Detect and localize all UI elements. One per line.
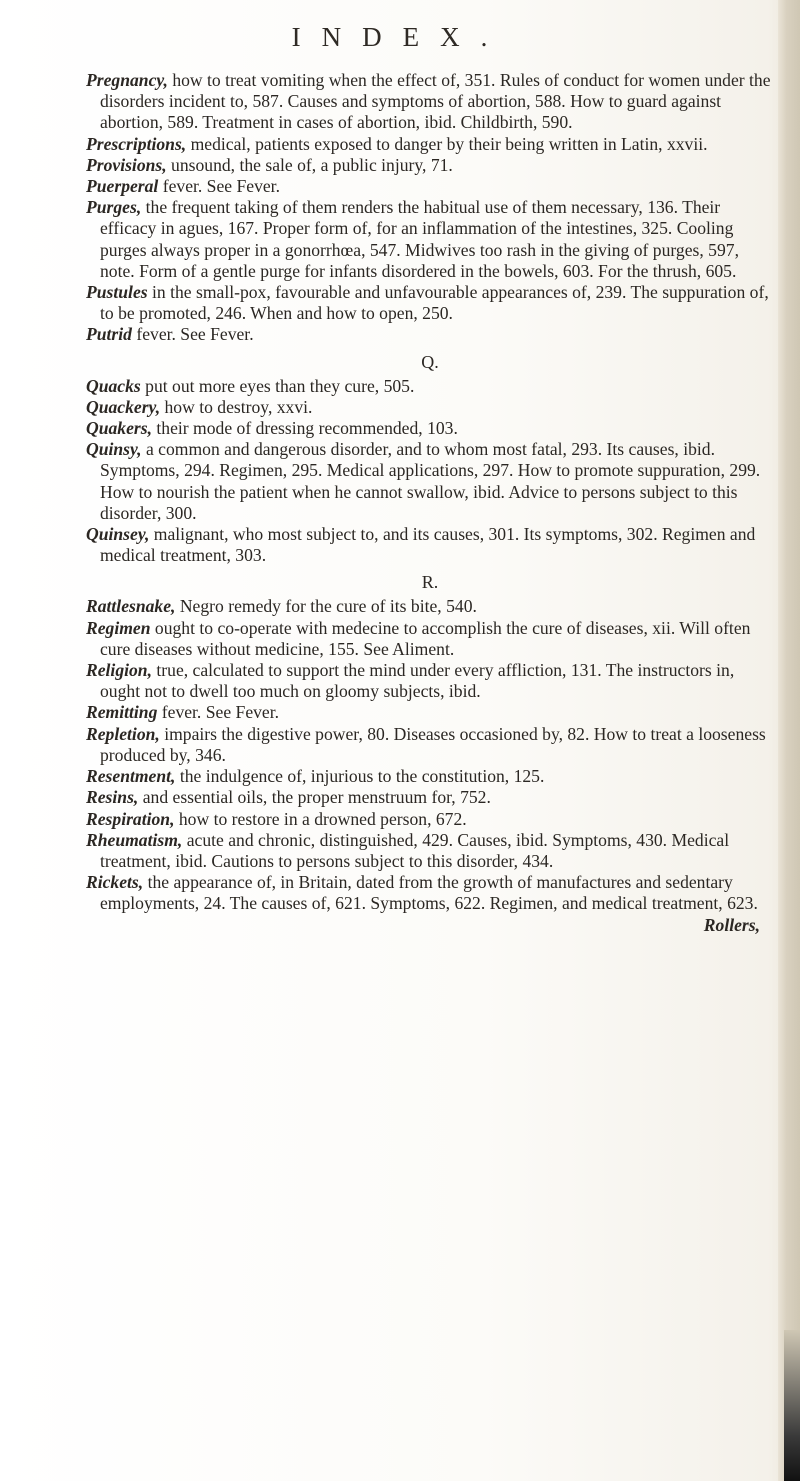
entry-text: put out more eyes than they cure, 505. — [140, 375, 415, 396]
entry-headword: Quackery, — [86, 396, 161, 417]
index-entry — [86, 787, 774, 808]
index-entry — [86, 524, 774, 566]
entry-text: impairs the digestive power, 80. Diseases occasioned by, 82. How to treat a looseness produced by, 346. — [100, 723, 766, 765]
entry-text: medical, patients exposed to danger by their being written in Latin, xxvii. — [186, 133, 708, 154]
entry-text: how to treat vomiting when the effect of, 351. Rules of conduct for women under the disorders incident to, 587. Causes and symptoms of abortion, 588. How to guard against abortion, 589. Treatment in cases of abortion, ibid. Childbirth, 590. — [100, 70, 771, 133]
index-entry — [86, 176, 774, 197]
entry-text: a common and dangerous disorder, and to whom most fatal, 293. Its causes, ibid. Symptoms, 294. Regimen, 295. Medical applications, 297. How to promote suppuration, 299. How to nourish the patient when he cannot swallow, ibid. Advice to persons subject to this disorder, 300. — [100, 439, 761, 523]
entry-text: unsound, the sale of, a public injury, 71. — [166, 154, 453, 175]
entry-headword: Rickets, — [86, 872, 144, 893]
entry-headword: Purges, — [86, 197, 142, 218]
entry-text: fever. See Fever. — [157, 702, 280, 723]
index-entry — [86, 830, 774, 872]
entry-text: ought to co-operate with medecine to accomplish the cure of diseases, xii. Will often cure diseases without medicine, 155. See Aliment. — [100, 617, 751, 659]
entry-text: fever. See Fever. — [158, 176, 280, 197]
entry-headword: Provisions, — [86, 154, 167, 175]
entry-headword: Puerperal — [86, 176, 159, 197]
book-edge-shadow — [784, 1330, 800, 1481]
book-gutter — [778, 0, 800, 1481]
entry-headword: Religion, — [86, 660, 152, 681]
catchword: Rollers, — [703, 914, 760, 935]
entry-headword: Quinsy, — [86, 439, 142, 460]
entry-text: the appearance of, in Britain, dated from the growth of manufactures and sedentary employments, 24. The causes of, 621. Symptoms, 622. Regimen, and medical treatment, 623. — [100, 872, 758, 914]
index-entry — [86, 724, 774, 766]
page-header: INDEX. — [291, 22, 509, 52]
entry-headword: Quakers, — [86, 418, 152, 439]
index-group-r — [86, 570, 774, 914]
index-entry — [86, 439, 774, 524]
entry-headword: Pustules — [86, 282, 148, 303]
index-entry — [86, 702, 774, 723]
entry-headword: Rattlesnake, — [86, 596, 176, 617]
index-body — [86, 70, 774, 936]
entry-headword: Quacks — [86, 375, 141, 396]
entry-text: their mode of dressing recommended, 103. — [152, 418, 458, 439]
section-letter: Q. — [421, 351, 439, 372]
entry-headword: Putrid — [86, 324, 132, 345]
index-entry — [86, 418, 774, 439]
entry-text: acute and chronic, distinguished, 429. Causes, ibid. Symptoms, 430. Medical treatment, ibid. Cautions to persons subject to this disorder, 434. — [100, 829, 730, 871]
entry-headword: Rheumatism, — [86, 829, 183, 850]
entry-headword: Remitting — [86, 702, 158, 723]
entry-headword: Resentment, — [86, 766, 176, 787]
entry-headword: Repletion, — [86, 723, 160, 744]
index-entry — [86, 155, 774, 176]
index-entry — [86, 766, 774, 787]
index-entry — [86, 872, 774, 914]
entry-text: how to restore in a drowned person, 672. — [174, 808, 467, 829]
entry-headword: Quinsey, — [86, 524, 150, 545]
index-entry — [86, 660, 774, 702]
index-group-p — [86, 70, 774, 346]
index-group-q — [86, 350, 774, 567]
section-letter: R. — [421, 572, 439, 593]
index-entry — [86, 376, 774, 397]
entry-headword: Pregnancy, — [86, 70, 168, 90]
index-entry — [86, 197, 774, 282]
entry-text: how to destroy, xxvi. — [160, 396, 313, 417]
entry-headword: Prescriptions, — [86, 133, 187, 154]
entry-text: malignant, who most subject to, and its causes, 301. Its symptoms, 302. Regimen and medical treatment, 303. — [100, 524, 756, 566]
index-entry — [86, 397, 774, 418]
entry-headword: Regimen — [86, 617, 151, 638]
entry-headword: Respiration, — [86, 808, 175, 829]
entry-text: the indulgence of, injurious to the constitution, 125. — [175, 766, 545, 787]
index-entry — [86, 618, 774, 660]
index-entry — [86, 282, 774, 324]
entry-text: in the small-pox, favourable and unfavourable appearances of, 239. The suppuration of, to be promoted, 246. When and how to open, 250. — [100, 282, 769, 324]
index-entry — [86, 596, 774, 617]
index-entry — [86, 70, 774, 134]
entry-text: true, calculated to support the mind under every affliction, 131. The instructors in, ought not to dwell too much on gloomy subjects, ibid. — [100, 660, 735, 702]
entry-text: and essential oils, the proper menstruum for, 752. — [138, 787, 491, 808]
entry-text: Negro remedy for the cure of its bite, 540. — [175, 596, 477, 617]
index-entry — [86, 809, 774, 830]
entry-text: fever. See Fever. — [131, 324, 254, 345]
index-entry — [86, 324, 774, 345]
index-entry — [86, 134, 774, 155]
entry-headword: Resins, — [86, 787, 139, 808]
entry-text: the frequent taking of them renders the habitual use of them necessary, 136. Their efficacy in agues, 167. Proper form of, for an inflammation of the intestines, 325. Cooling purges always proper in a gonorrhœa, 547. Midwives too rash in the giving of purges, 597, note. Form of a gentle purge for infants disordered in the bowels, 603. For the thrush, 605. — [100, 197, 739, 281]
